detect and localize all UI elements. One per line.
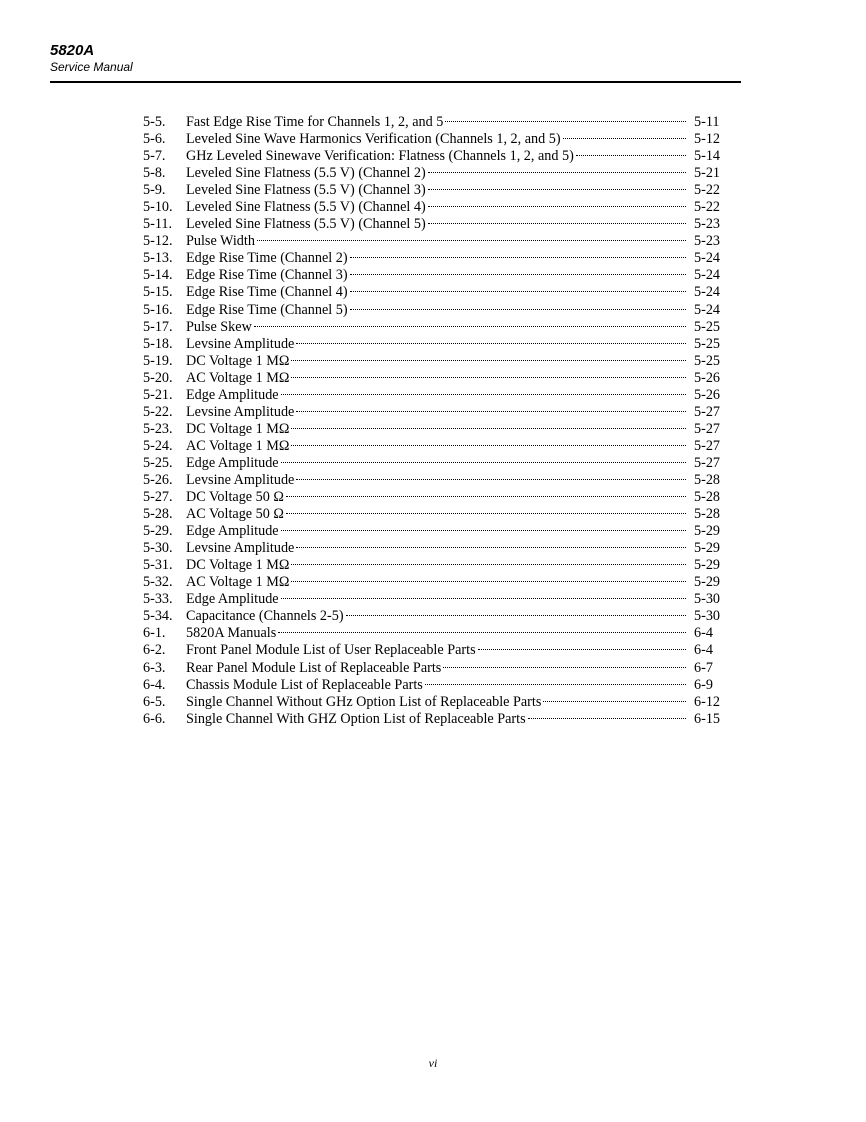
toc-entry-number: 5-23. (143, 420, 173, 437)
page-header (50, 42, 741, 75)
toc-entry-page: 5-28 (694, 506, 721, 523)
header-divider (50, 81, 741, 83)
toc-dot-leader (291, 552, 686, 569)
toc-entry-title: Front Panel Module List of User Replaceable Parts (186, 642, 476, 659)
toc-dot-leader (296, 467, 686, 484)
toc-entry-page: 5-27 (694, 420, 721, 437)
toc-entry-title: Edge Rise Time (Channel 4) (186, 284, 348, 301)
toc-entry-title: Leveled Sine Flatness (5.5 V) (Channel 4) (186, 199, 426, 216)
toc-entry-number: 5-32. (143, 574, 173, 591)
toc-dot-leader (428, 177, 686, 194)
toc-entry-title: Capacitance (Channels 2-5) (186, 608, 344, 625)
toc-entry-title: Levsine Amplitude (186, 335, 295, 352)
toc-entry-page: 5-24 (694, 284, 721, 301)
toc-entry-title: Edge Amplitude (186, 454, 279, 471)
toc-entry-page: 5-29 (694, 557, 721, 574)
toc-entry-number: 6-1. (143, 625, 166, 642)
toc-entry-number: 5-12. (143, 233, 173, 250)
toc-entry-page: 5-25 (694, 318, 721, 335)
toc-entry-title: DC Voltage 1 MΩ (186, 557, 290, 574)
toc-entry-page: 5-29 (694, 574, 721, 591)
toc-entry-number: 6-5. (143, 693, 166, 710)
toc-entry-number: 5-30. (143, 540, 173, 557)
toc-entry-number: 5-8. (143, 165, 166, 182)
toc-entry-page: 5-28 (694, 489, 721, 506)
toc-entry-page: 5-28 (694, 471, 721, 488)
toc-entry-number: 5-5. (143, 114, 166, 130)
toc-entry-title: GHz Leveled Sinewave Verification: Flatness (Channels 1, 2, and 5) (186, 148, 574, 165)
toc-entry-title: Edge Amplitude (186, 523, 279, 540)
toc-entry-number: 5-26. (143, 471, 173, 488)
toc-entry-title: Levsine Amplitude (186, 403, 295, 420)
toc-dot-leader (296, 331, 686, 348)
toc-dot-leader (543, 689, 686, 706)
toc-entry-title: Edge Amplitude (186, 591, 279, 608)
toc-entry-number: 5-27. (143, 489, 173, 506)
toc-entry-title: AC Voltage 1 MΩ (186, 574, 290, 591)
toc-dot-leader (281, 450, 686, 467)
toc-dot-leader (428, 211, 686, 228)
toc-entry-number: 5-22. (143, 403, 173, 420)
toc-entry-title: Fast Edge Rise Time for Channels 1, 2, and 5 (186, 114, 444, 130)
toc-entry-title: Leveled Sine Wave Harmonics Verification (Channels 1, 2, and 5) (186, 131, 561, 148)
toc-entry-page: 5-26 (694, 369, 721, 386)
toc-dot-leader (428, 194, 686, 211)
page-number: vi (428, 1056, 438, 1070)
toc-entry-number: 5-33. (143, 591, 173, 608)
toc-entry-number: 5-10. (143, 199, 173, 216)
toc-entry-title: DC Voltage 1 MΩ (186, 420, 290, 437)
toc-entry-number: 5-14. (143, 267, 173, 284)
toc-entry-page: 5-14 (694, 148, 721, 165)
toc-entry-number: 5-24. (143, 437, 173, 454)
toc-dot-leader (291, 433, 686, 450)
toc-entry-number: 6-6. (143, 710, 166, 727)
toc-dot-leader (286, 484, 686, 501)
toc-entry-number: 5-13. (143, 250, 173, 267)
toc-entry-title: Pulse Skew (186, 318, 252, 335)
toc-entry-number: 5-9. (143, 182, 166, 199)
toc-entry-page: 5-30 (694, 608, 721, 625)
toc-dot-leader (286, 501, 686, 518)
toc-entry-title: Rear Panel Module List of Replaceable Parts (186, 659, 442, 676)
toc-entry-number: 5-15. (143, 284, 173, 301)
toc-entry-page: 5-26 (694, 386, 721, 403)
toc-entry-page: 5-22 (694, 199, 721, 216)
toc-entry-page: 5-25 (694, 352, 721, 369)
toc-dot-leader (443, 655, 686, 672)
toc-entry-page: 6-15 (694, 710, 721, 727)
toc-entry-number: 5-18. (143, 335, 173, 352)
toc-dot-leader (278, 620, 686, 637)
toc-entry-number: 5-11. (143, 216, 173, 233)
toc-entry-page: 5-22 (694, 182, 721, 199)
toc-entry-title: Leveled Sine Flatness (5.5 V) (Channel 2) (186, 165, 426, 182)
toc-entry-title: Leveled Sine Flatness (5.5 V) (Channel 3) (186, 182, 426, 199)
toc-entry-title: Levsine Amplitude (186, 471, 295, 488)
toc-entry-title: 5820A Manuals (186, 625, 277, 642)
toc-entry-page: 5-24 (694, 301, 721, 318)
toc-dot-leader (281, 518, 686, 535)
toc-entry-number: 5-21. (143, 386, 173, 403)
toc-dot-leader (350, 262, 686, 279)
toc-entry-page: 5-30 (694, 591, 721, 608)
toc-entry-title: Edge Amplitude (186, 386, 279, 403)
toc-entry[interactable] (143, 109, 726, 130)
toc-entry-number: 5-29. (143, 523, 173, 540)
toc-entry-title: Leveled Sine Flatness (5.5 V) (Channel 5) (186, 216, 426, 233)
toc-dot-leader (291, 569, 686, 586)
toc-entry-number: 6-3. (143, 659, 166, 676)
toc-entry-page: 6-4 (694, 642, 713, 659)
toc-dot-leader (528, 706, 686, 723)
toc-entry-page: 5-25 (694, 335, 721, 352)
toc-entry-page: 5-27 (694, 403, 721, 420)
toc-entry-title: AC Voltage 50 Ω (186, 506, 284, 523)
toc-entry-number: 6-2. (143, 642, 166, 659)
toc-entry-title: Single Channel With GHZ Option List of Replaceable Parts (186, 710, 526, 727)
toc-entry-title: AC Voltage 1 MΩ (186, 369, 290, 386)
document-subtitle: Service Manual (50, 60, 133, 74)
toc-entry-title: Chassis Module List of Replaceable Parts (186, 676, 423, 693)
toc-entry-number: 5-19. (143, 352, 173, 369)
toc-entry-page: 5-24 (694, 250, 721, 267)
toc-dot-leader (346, 603, 686, 620)
toc-dot-leader (254, 314, 686, 331)
toc-entry-page: 5-27 (694, 437, 721, 454)
toc-entry-title: DC Voltage 1 MΩ (186, 352, 290, 369)
toc-entry-title: Edge Rise Time (Channel 5) (186, 301, 348, 318)
toc-entry-page: 6-12 (694, 693, 721, 710)
toc-entry-title: Levsine Amplitude (186, 540, 295, 557)
toc-dot-leader (425, 672, 686, 689)
toc-entry-page: 5-21 (694, 165, 721, 182)
toc-entry-page: 5-11 (694, 114, 720, 130)
toc-entry-page: 6-7 (694, 659, 713, 676)
toc-dot-leader (281, 586, 686, 603)
toc-entry-page: 6-9 (694, 676, 713, 693)
toc-entry-page: 5-23 (694, 216, 721, 233)
toc-entry-number: 5-31. (143, 557, 173, 574)
toc-dot-leader (445, 109, 686, 126)
toc-dot-leader (296, 535, 686, 552)
toc-dot-leader (350, 245, 686, 262)
document-title: 5820A (50, 42, 95, 59)
toc-dot-leader (257, 228, 686, 245)
toc-dot-leader (296, 399, 686, 416)
toc-entry-page: 5-24 (694, 267, 721, 284)
toc-dot-leader (478, 637, 686, 654)
toc-entry-number: 5-20. (143, 369, 173, 386)
toc-entry-number: 6-4. (143, 676, 166, 693)
toc-entry-title: Edge Rise Time (Channel 3) (186, 267, 348, 284)
table-of-contents-list (143, 109, 726, 727)
toc-dot-leader (428, 160, 686, 177)
toc-entry-number: 5-28. (143, 506, 173, 523)
toc-entry-title: Edge Rise Time (Channel 2) (186, 250, 348, 267)
toc-entry-number: 5-25. (143, 454, 173, 471)
toc-entry-number: 5-16. (143, 301, 173, 318)
toc-dot-leader (563, 126, 686, 143)
toc-dot-leader (350, 279, 686, 296)
toc-dot-leader (291, 416, 686, 433)
toc-dot-leader (576, 143, 686, 160)
toc-entry-number: 5-7. (143, 148, 166, 165)
toc-dot-leader (291, 348, 686, 365)
toc-dot-leader (350, 297, 686, 314)
toc-entry-number: 5-17. (143, 318, 173, 335)
toc-entry-title: AC Voltage 1 MΩ (186, 437, 290, 454)
toc-entry-number: 5-34. (143, 608, 173, 625)
toc-entry-title: Pulse Width (186, 233, 255, 250)
toc-dot-leader (291, 365, 686, 382)
toc-entry-page: 5-29 (694, 540, 721, 557)
toc-entry-page: 5-29 (694, 523, 721, 540)
toc-entry-page: 5-12 (694, 131, 721, 148)
toc-entry-title: DC Voltage 50 Ω (186, 489, 284, 506)
toc-entry-number: 5-6. (143, 131, 166, 148)
toc-entry-page: 6-4 (694, 625, 713, 642)
toc-entry-page: 5-23 (694, 233, 721, 250)
toc-entry-title: Single Channel Without GHz Option List of Replaceable Parts (186, 693, 542, 710)
toc-entry-page: 5-27 (694, 454, 721, 471)
toc-dot-leader (281, 382, 686, 399)
